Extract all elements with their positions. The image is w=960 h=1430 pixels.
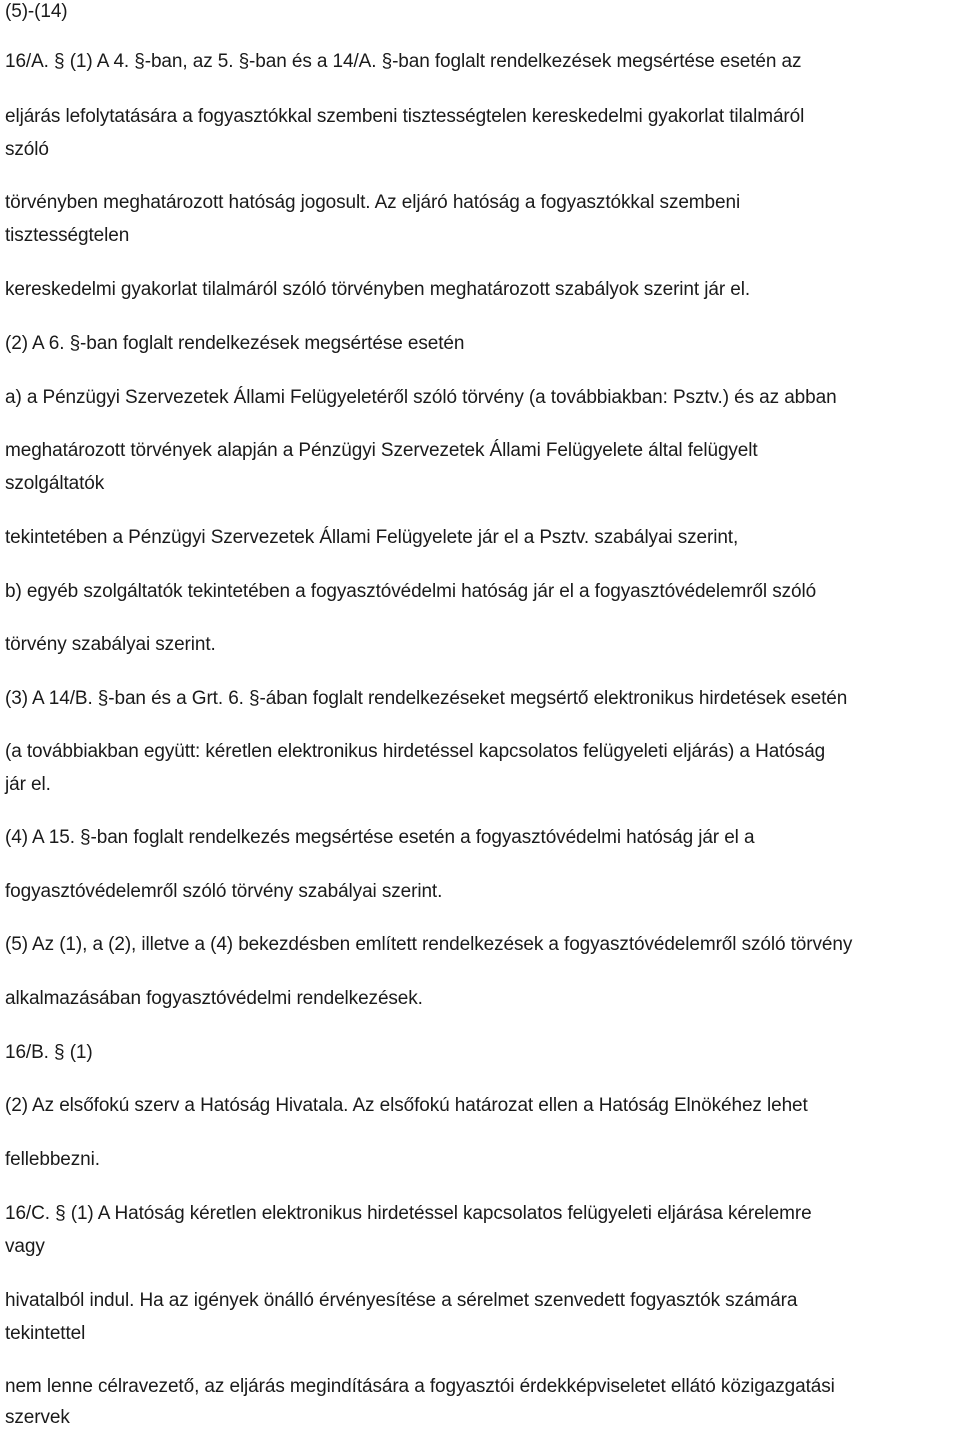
text-line: (5)-(14) (5, 1, 68, 22)
text-line: meghatározott törvények alapján a Pénzügyi Szervezetek Állami Felügyelete által felügyelt (5, 440, 758, 461)
text-line: szolgáltatók (5, 473, 105, 494)
text-line: (4) A 15. §-ban foglalt rendelkezés megsértése esetén a fogyasztóvédelmi hatóság jár el a (5, 827, 755, 848)
text-line: b) egyéb szolgáltatók tekintetében a fogyasztóvédelmi hatóság jár el a fogyasztóvédelemről szóló (5, 581, 817, 602)
text-line: hivatalból indul. Ha az igények önálló érvényesítése a sérelmet szenvedett fogyasztók számára (5, 1290, 798, 1311)
text-line: (2) Az elsőfokú szerv a Hatóság Hivatala. Az elsőfokú határozat ellen a Hatóság Elnökéhez lehet (5, 1095, 808, 1116)
text-line: fellebbezni. (5, 1149, 100, 1170)
text-line: a) a Pénzügyi Szervezetek Állami Felügyeletéről szóló törvény (a továbbiakban: Psztv.) és az abban (5, 387, 837, 408)
text-line: (5) Az (1), a (2), illetve a (4) bekezdésben említett rendelkezések a fogyasztóvédelemről szóló törvény (5, 934, 853, 955)
text-line: 16/B. § (1) (5, 1042, 93, 1063)
text-line: alkalmazásában fogyasztóvédelmi rendelkezések. (5, 988, 423, 1009)
text-line: jár el. (5, 774, 51, 795)
text-line: fogyasztóvédelemről szóló törvény szabályai szerint. (5, 881, 443, 902)
text-line: kereskedelmi gyakorlat tilalmáról szóló törvényben meghatározott szabályok szerint jár el. (5, 279, 751, 300)
text-line: nem lenne célravezető, az eljárás megindítására a fogyasztói érdekképviseletet ellátó közigazgatási (5, 1376, 835, 1397)
text-line: tekintettel (5, 1323, 86, 1344)
text-line: szervek (5, 1407, 70, 1428)
text-line: törvény szabályai szerint. (5, 634, 216, 655)
text-line: eljárás lefolytatására a fogyasztókkal szembeni tisztességtelen kereskedelmi gyakorlat tilalmáról (5, 106, 805, 127)
text-line: törvényben meghatározott hatóság jogosult. Az eljáró hatóság a fogyasztókkal szembeni (5, 192, 741, 213)
text-line: 16/A. § (1) A 4. §-ban, az 5. §-ban és a 14/A. §-ban foglalt rendelkezések megsértése esetén az (5, 51, 802, 72)
text-line: vagy (5, 1236, 45, 1257)
text-line: tekintetében a Pénzügyi Szervezetek Állami Felügyelete jár el a Psztv. szabályai szerint, (5, 527, 739, 548)
text-line: (2) A 6. §-ban foglalt rendelkezések megsértése esetén (5, 333, 465, 354)
text-line: szóló (5, 139, 49, 160)
text-line: 16/C. § (1) A Hatóság kéretlen elektronikus hirdetéssel kapcsolatos felügyeleti eljárása kérelemre (5, 1203, 812, 1224)
text-line: tisztességtelen (5, 225, 130, 246)
text-line: (a továbbiakban együtt: kéretlen elektronikus hirdetéssel kapcsolatos felügyeleti eljárás) a Hatóság (5, 741, 826, 762)
text-line: (3) A 14/B. §-ban és a Grt. 6. §-ában foglalt rendelkezéseket megsértő elektronikus hirdetések esetén (5, 688, 848, 709)
